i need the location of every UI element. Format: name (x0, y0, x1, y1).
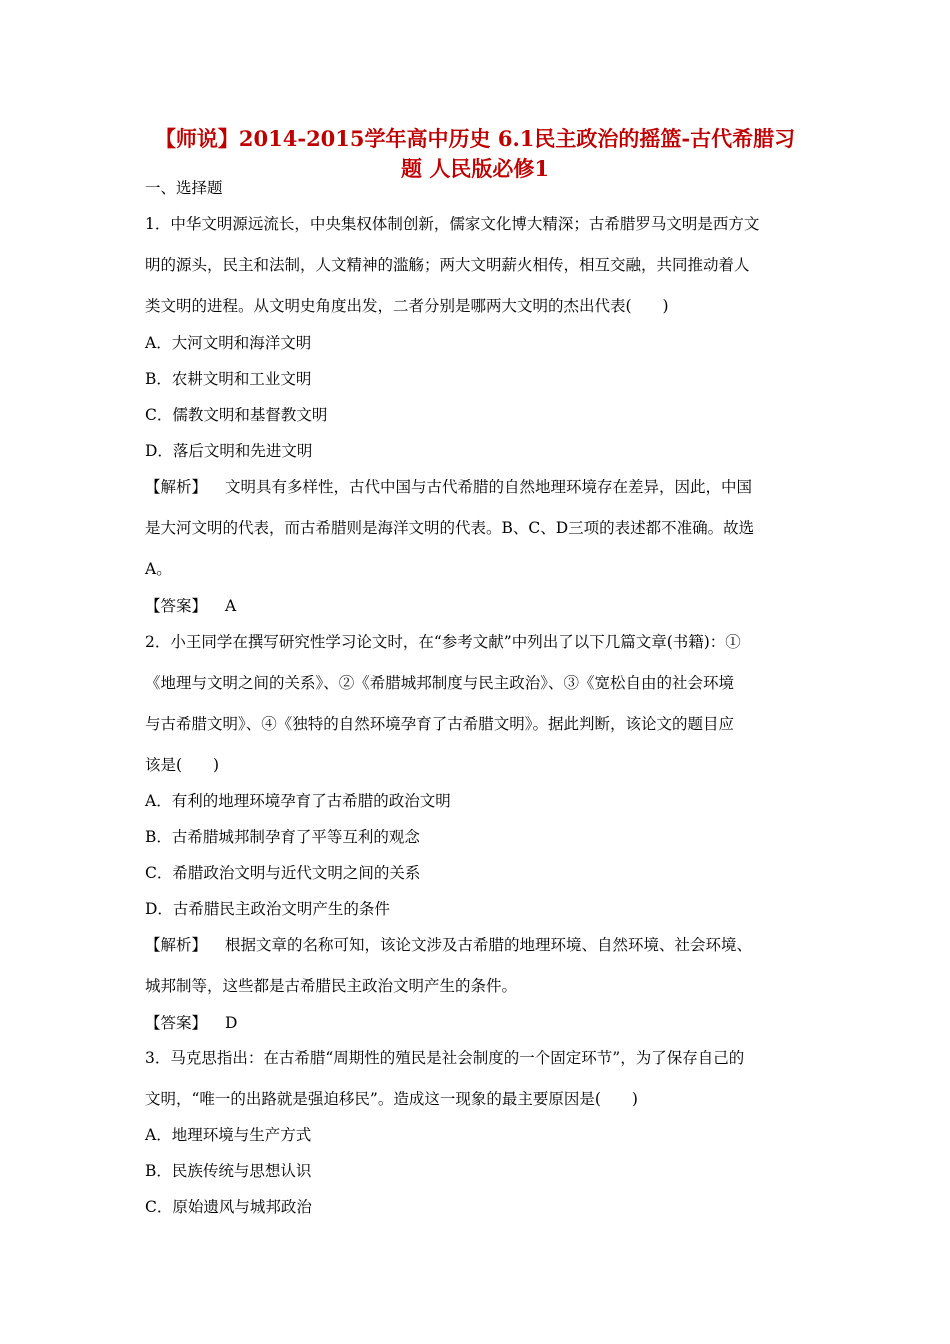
q2-analysis-line-1 (145, 933, 752, 955)
q1-stem-line-1: 1．中华文明源远流长，中央集权体制创新，儒家文化博大精深；古希腊罗马文明是西方文 (145, 215, 760, 233)
q2-stem-line-2: 《地理与文明之间的关系》、②《希腊城邦制度与民主政治》、③《宽松自由的社会环境 (145, 674, 735, 692)
document-title (120, 124, 830, 184)
q3-option-b: B．民族传统与思想认识 (145, 1162, 312, 1180)
q3-option-c: C．原始遗风与城邦政治 (145, 1198, 312, 1216)
q2-option-d: D．古希腊民主政治文明产生的条件 (145, 900, 390, 918)
q2-stem-line-4: 该是( ) (145, 756, 220, 774)
q2-analysis-line-2: 城邦制等，这些都是古希腊民主政治文明产生的条件。 (145, 977, 518, 995)
q2-option-c: C．希腊政治文明与近代文明之间的关系 (145, 864, 421, 882)
q1-answer-value: A (225, 597, 237, 615)
q1-option-b: B．农耕文明和工业文明 (145, 370, 312, 388)
q1-option-d: D．落后文明和先进文明 (145, 442, 313, 460)
q1-option-a: A．大河文明和海洋文明 (145, 334, 312, 352)
q2-answer (145, 1011, 237, 1033)
q2-analysis-label: 【解析】 (145, 936, 208, 954)
title-line-2: 题 人民版必修1 (401, 156, 549, 181)
q1-analysis-text: 文明具有多样性，古代中国与古代希腊的自然地理环境存在差异，因此，中国 (225, 478, 753, 496)
q1-analysis-line-2: 是大河文明的代表，而古希腊则是海洋文明的代表。B、C、D三项的表述都不准确。故选 (145, 519, 755, 537)
q2-analysis-text: 根据文章的名称可知，该论文涉及古希腊的地理环境、自然环境、社会环境、 (225, 936, 753, 954)
q1-analysis-line-1 (145, 475, 752, 497)
q1-option-c: C．儒教文明和基督教文明 (145, 406, 328, 424)
q3-option-a: A．地理环境与生产方式 (145, 1126, 312, 1144)
q3-stem-line-2: 文明，“唯一的出路就是强迫移民”。造成这一现象的最主要原因是( ) (145, 1090, 638, 1108)
q2-option-a: A．有利的地理环境孕育了古希腊的政治文明 (145, 792, 451, 810)
q3-stem-line-1: 3．马克思指出：在古希腊“周期性的殖民是社会制度的一个固定环节”，为了保存自己的 (145, 1049, 745, 1067)
q2-answer-label: 【答案】 (145, 1014, 208, 1032)
q2-stem-line-1: 2．小王同学在撰写研究性学习论文时，在“参考文献”中列出了以下几篇文章(书籍)：① (145, 633, 741, 651)
q2-stem-line-3: 与古希腊文明》、④《独特的自然环境孕育了古希腊文明》。据此判断，该论文的题目应 (145, 715, 735, 733)
q1-answer (145, 594, 236, 616)
q2-answer-value: D (225, 1014, 238, 1032)
q2-option-b: B．古希腊城邦制孕育了平等互利的观念 (145, 828, 420, 846)
q1-stem-line-3: 类文明的进程。从文明史角度出发，二者分别是哪两大文明的杰出代表( ) (145, 297, 669, 315)
q1-analysis-line-3: A。 (145, 560, 172, 578)
q1-answer-label: 【答案】 (145, 597, 208, 615)
q1-analysis-label: 【解析】 (145, 478, 208, 496)
section-heading: 一、选择题 (145, 179, 223, 197)
title-line-1: 【师说】2014-2015学年高中历史 6.1民主政治的摇篮-古代希腊习 (154, 126, 796, 151)
q1-stem-line-2: 明的源头，民主和法制，人文精神的滥觞；两大文明薪火相传，相互交融，共同推动着人 (145, 256, 750, 274)
